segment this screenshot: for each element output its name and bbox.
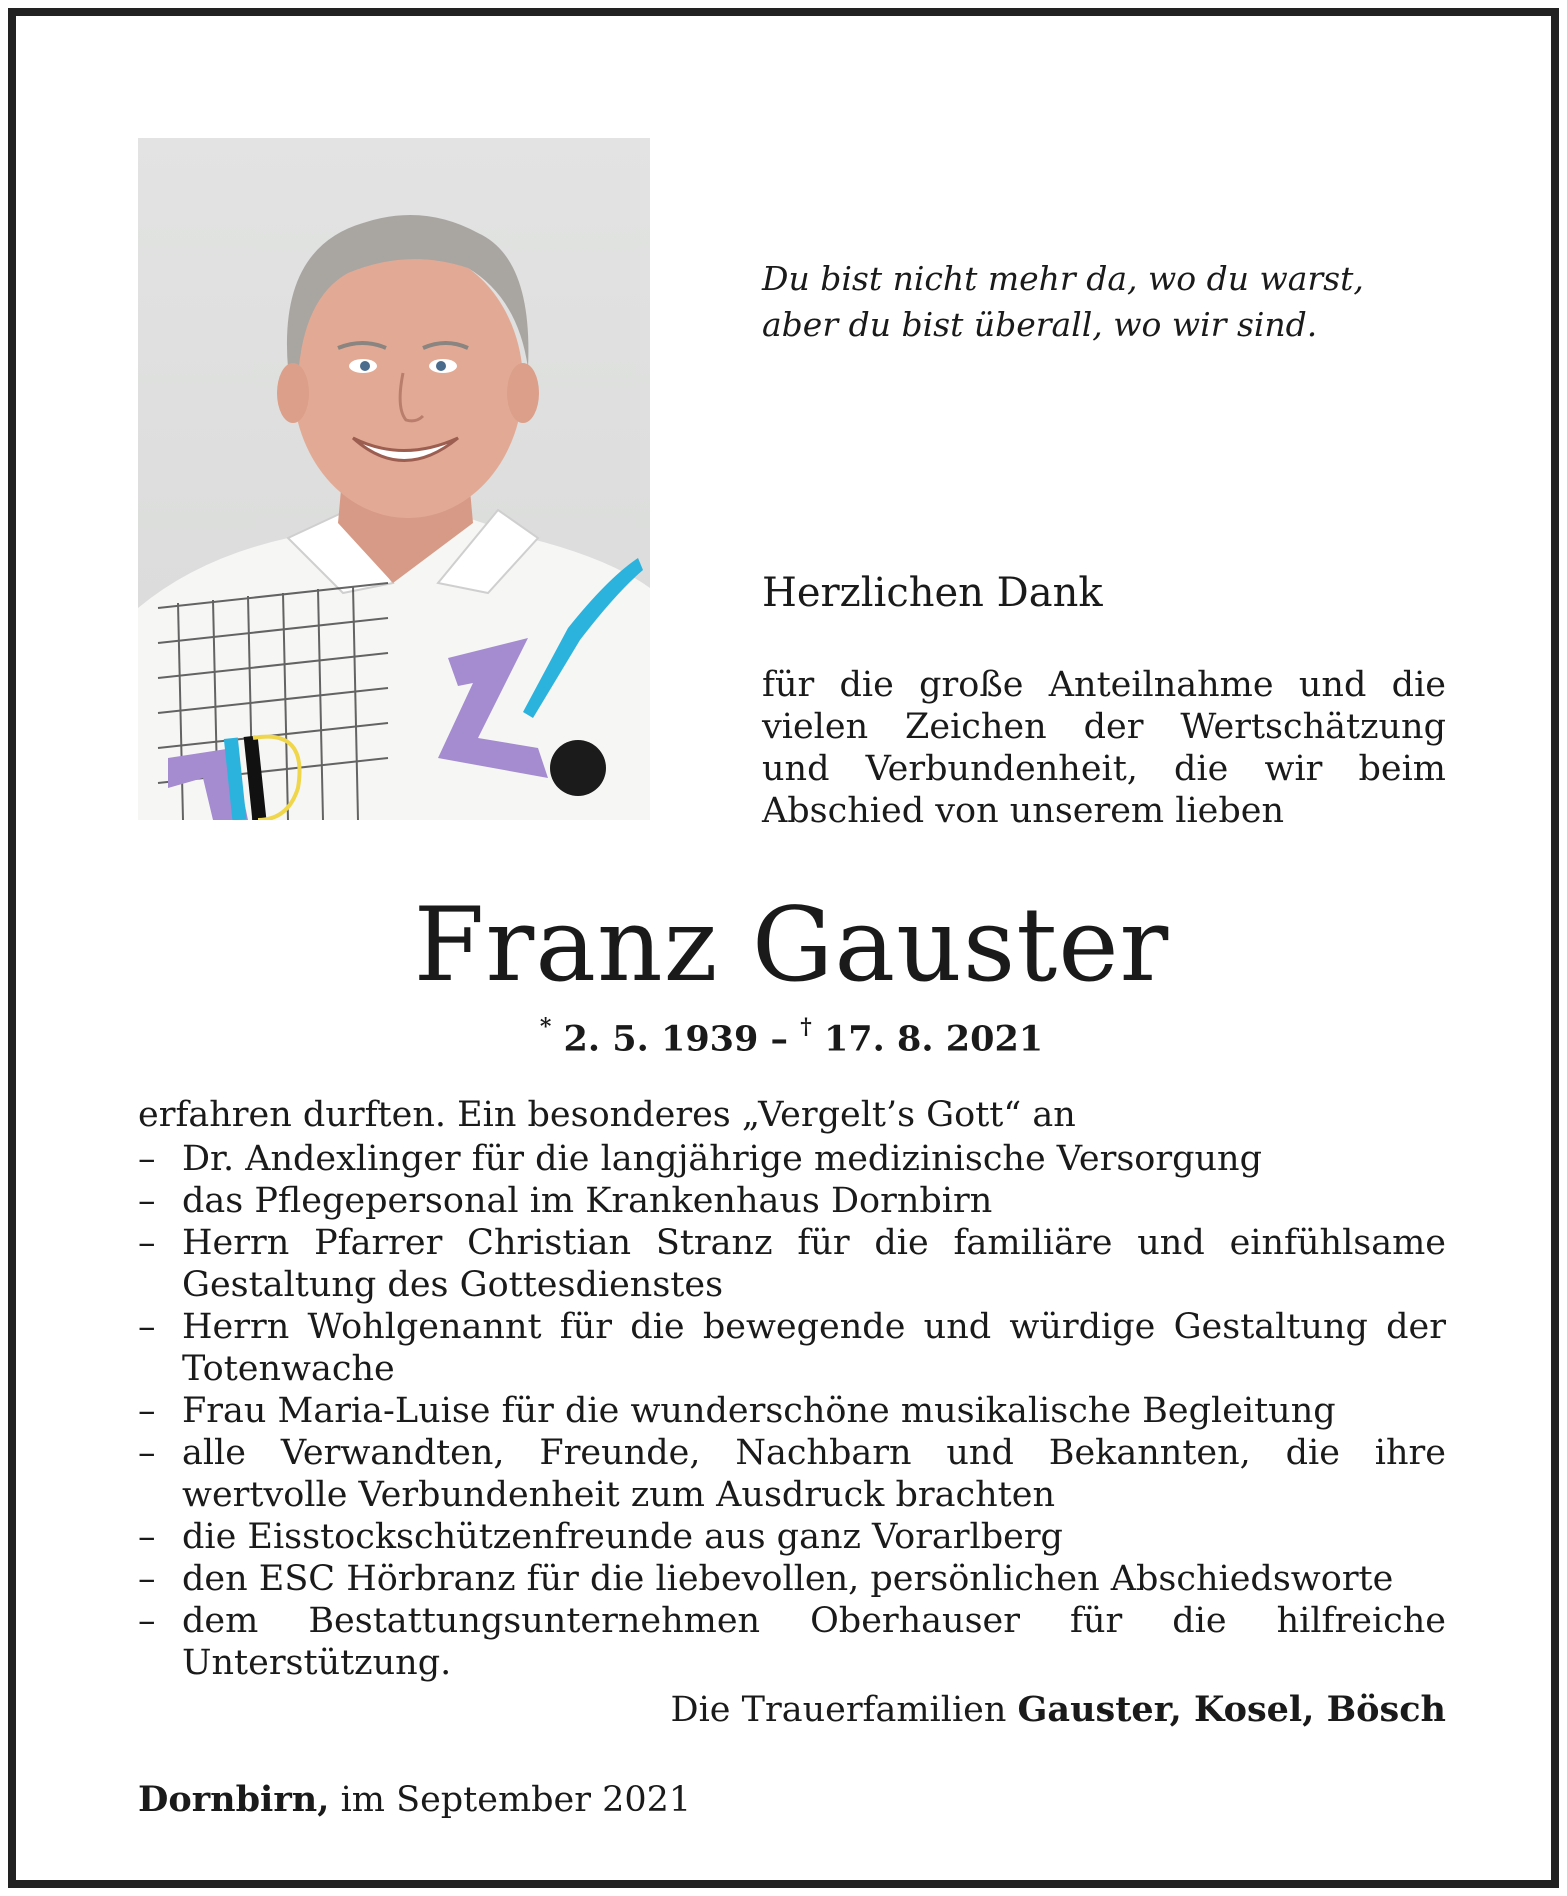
list-item-text: den ESC Hörbranz für die liebevollen, persönlichen Abschiedsworte	[182, 1559, 1394, 1599]
portrait-illustration	[138, 138, 650, 820]
list-item-text: das Pflegepersonal im Krankenhaus Dornbirn	[182, 1181, 993, 1221]
list-item	[138, 1138, 1446, 1180]
obituary-card	[8, 8, 1559, 1888]
list-item	[138, 1432, 1446, 1516]
thanks-intro: für die große Anteilnahme und die vielen Zeichen der Wertschätzung und Verbundenheit, die wir beim Abschied von unserem lieben	[762, 665, 1446, 831]
birth-date: 2. 5. 1939	[563, 1018, 759, 1060]
quote-line-1: Du bist nicht mehr da, wo du warst,	[762, 259, 1364, 298]
list-item	[138, 1600, 1446, 1684]
dash-marker: –	[138, 1223, 156, 1263]
list-item	[138, 1180, 1446, 1222]
list-item-text: Dr. Andexlinger für die langjährige medizinische Versorgung	[182, 1139, 1262, 1179]
list-item-text: Herrn Pfarrer Christian Stranz für die familiäre und einfühlsame Gestaltung des Gottesdienstes	[182, 1223, 1446, 1305]
signature-prefix: Die Trauerfamilien	[670, 1690, 1007, 1730]
thanks-heading: Herzlichen Dank	[762, 570, 1103, 616]
place-city: Dornbirn,	[138, 1779, 330, 1820]
list-item-text: dem Bestattungsunternehmen Oberhauser für die hilfreiche Unterstützung.	[182, 1601, 1446, 1683]
dash-marker: –	[138, 1181, 156, 1221]
portrait-photo	[138, 138, 650, 820]
list-item	[138, 1516, 1446, 1558]
dash-marker: –	[138, 1433, 156, 1473]
list-item	[138, 1558, 1446, 1600]
deceased-name: Franz Gauster	[413, 886, 1170, 1005]
family-names: Gauster, Kosel, Bösch	[1017, 1689, 1446, 1730]
dash-marker: –	[138, 1601, 156, 1641]
thanks-continuation: erfahren durften. Ein besonderes „Vergelt’s Gott“ an	[138, 1095, 1076, 1135]
dash-marker: –	[138, 1559, 156, 1599]
list-item	[138, 1390, 1446, 1432]
list-item-text: die Eisstockschützenfreunde aus ganz Vorarlberg	[182, 1517, 1063, 1557]
dash-marker: –	[138, 1517, 156, 1557]
list-item-text: alle Verwandten, Freunde, Nachbarn und Bekannten, die ihre wertvolle Verbundenheit zum Ausdruck brachten	[182, 1433, 1446, 1515]
memorial-quote	[762, 256, 1382, 348]
dash-marker: –	[138, 1307, 156, 1347]
list-item-text: Frau Maria-Luise für die wunderschöne musikalische Begleitung	[182, 1391, 1336, 1431]
life-dates	[16, 1009, 1567, 1062]
thanks-list	[138, 1138, 1446, 1684]
date-separator: –	[758, 1018, 801, 1060]
dash-marker: –	[138, 1391, 156, 1431]
family-signature	[616, 1688, 1446, 1732]
place-and-date	[138, 1778, 691, 1822]
list-item-text: Herrn Wohlgenannt für die bewegende und würdige Gestaltung der Totenwache	[182, 1307, 1446, 1389]
list-item	[138, 1306, 1446, 1390]
quote-line-2: aber du bist überall, wo wir sind.	[762, 305, 1318, 344]
place-date: im September 2021	[340, 1780, 692, 1820]
dash-marker: –	[138, 1139, 156, 1179]
list-item	[138, 1222, 1446, 1306]
death-date: 17. 8. 2021	[823, 1018, 1044, 1060]
birth-symbol: *	[539, 1014, 552, 1040]
death-symbol: †	[800, 1014, 812, 1040]
